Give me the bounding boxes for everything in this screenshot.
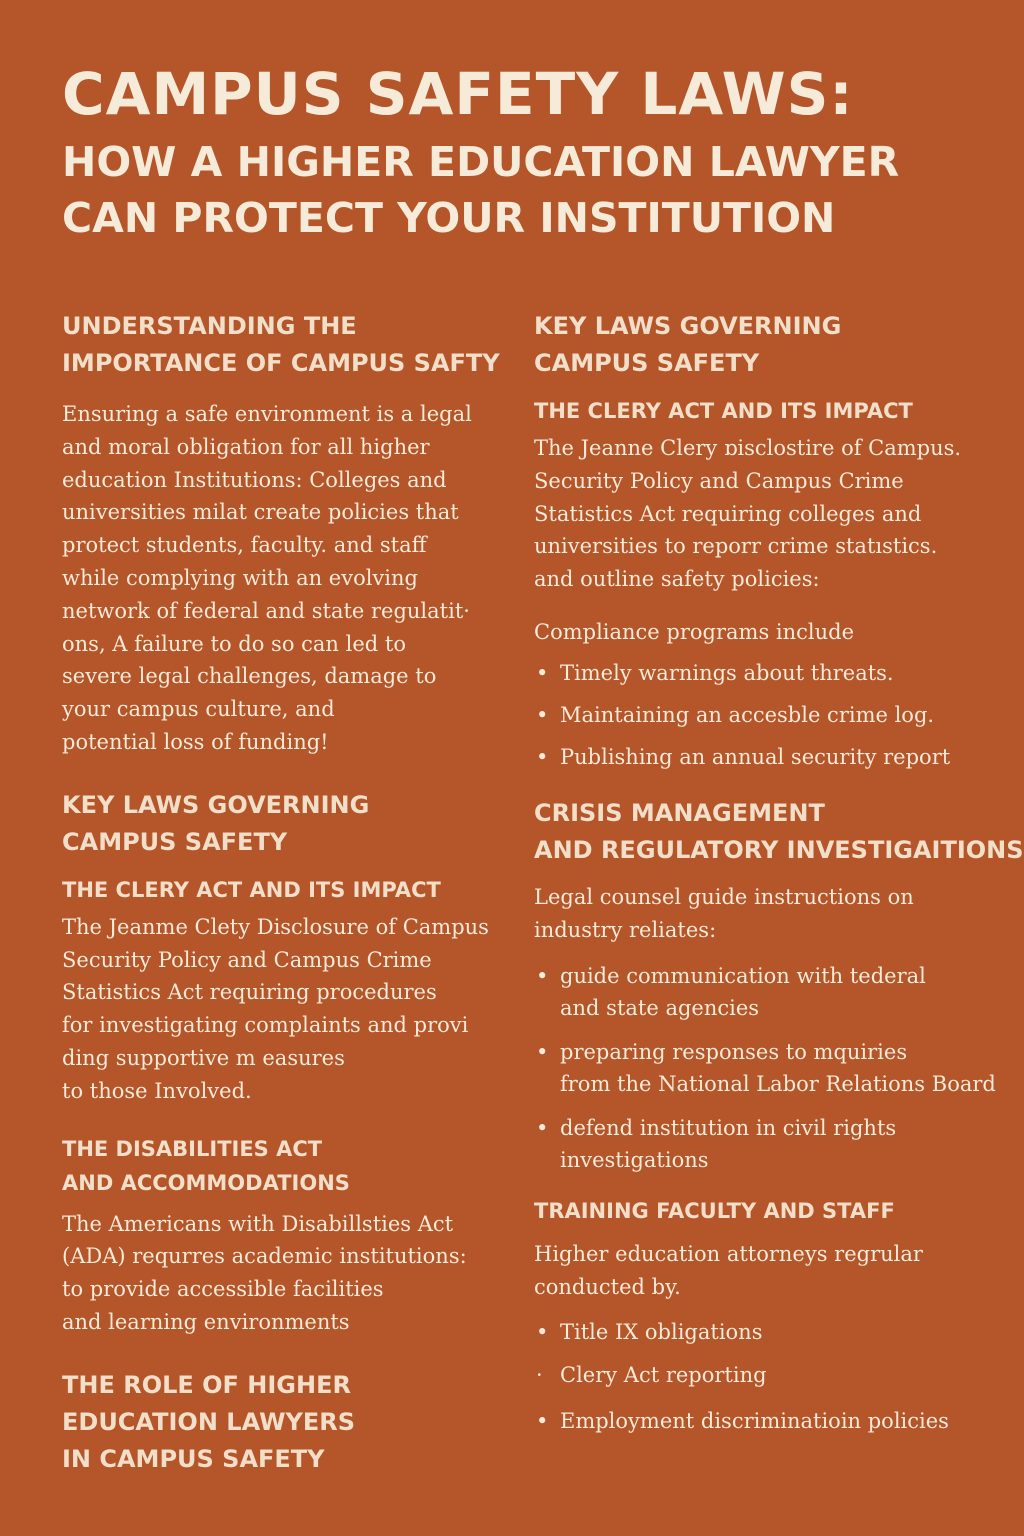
left-column [62,308,512,1478]
section-heading: TRAINING FACULTY AND STAFF [534,1199,895,1224]
list-item [534,1112,1004,1176]
section-body [534,1238,1004,1304]
list-item-text: guide communication with tederal [560,964,926,989]
body-line: Higher education attorneys regrular [534,1242,923,1267]
list-item [534,657,1004,689]
list-item [534,1405,1004,1437]
heading-line: AND REGULATORY INVESTIGAITIONS [534,835,1024,864]
bullet-icon: • [536,1319,549,1344]
bullet-icon: · [536,1362,543,1387]
body-line: (ADA) requrres academic institutions: [62,1244,467,1269]
heading-line: AND ACCOMMODATIONS [62,1170,350,1195]
bullet-icon: • [536,964,549,989]
section-key-laws-right [534,308,1004,773]
body-line: your campus culture, and [62,697,335,722]
list-item-text: Maintaining an accesble crime log. [560,702,935,727]
body-line: industry reliates: [534,917,717,942]
list-item [534,699,1004,731]
body-line: and moral obligation for all higher [62,434,430,459]
body-line: while complying with an evolving [62,565,418,590]
heading-line: KEY LAWS GOVERNING [62,790,370,819]
bullet-icon: • [536,660,549,685]
body-line: Legal counsel guide instructions on [534,884,914,909]
body-line: for investigating complaints and provi [62,1013,469,1038]
section-disabilities-act [62,1132,512,1339]
section-body [62,911,512,1108]
bullet-icon: • [536,1408,549,1433]
section-body [534,432,1004,596]
body-line: education Institutions: Colleges and [62,467,447,492]
title-line-2: HOW A HIGHER EDUCATION LAWYER [62,138,900,186]
section-heading [534,795,1024,869]
body-line: The Americans with Disabillsties Act [62,1211,454,1236]
body-line: to those Involved. [62,1078,252,1103]
heading-line: IN CAMPUS SAFETY [62,1444,325,1473]
body-line: universities milat create policies that [62,500,459,525]
list-item-text: and state agencies [560,996,760,1021]
compliance-intro: Compliance programs include [534,619,855,644]
section-heading [62,1132,512,1200]
section-key-laws [62,787,512,1108]
list-item [534,741,1004,773]
clery-act-subheading: THE CLERY ACT AND ITS IMPACT [534,399,913,423]
list-item-text: Title IX obligations [560,1319,763,1344]
list-item-text: defend institution in civil rights [560,1116,897,1141]
right-column [534,308,1024,1437]
body-line: protect students, faculty. and staff [62,533,427,558]
list-item-text: Employment discriminatioin policies [560,1408,949,1433]
list-item [534,960,1004,1024]
heading-line: CRISIS MANAGEMENT [534,798,825,827]
list-item-text: from the National Labor Relations Board [560,1072,996,1097]
body-line: The Jeanne Clery ɒisclostire of Campus. [534,436,962,460]
bullet-icon: • [536,1040,549,1065]
clery-act-subheading: THE CLERY ACT AND ITS IMPACT [62,877,441,902]
section-crisis-management [534,795,1024,1177]
section-training [534,1194,1004,1437]
body-line: Ensuring a safe environment is a legal [62,402,472,426]
training-list [534,1316,1004,1437]
body-line: ding supportive m easures [62,1045,345,1070]
heading-line: CAMPUS SAFETY [534,349,760,377]
list-item [534,1036,1004,1100]
body-line: Security Policy and Campus Crime [62,947,432,972]
section-importance [62,308,512,759]
bullet-icon: • [536,744,549,769]
body-line: network of federal and state regulatit· [62,598,470,623]
body-line: severe legal challenges, damage to [62,664,437,689]
heading-line: UNDERSTANDING THE [62,312,357,340]
heading-line: EDUCATION LAWYERS [62,1407,356,1436]
body-line: ons, A failure to do so can led to [62,631,406,656]
body-line: The Jeanme Clety Disclosure of Campus [62,914,489,939]
body-line: Statistics Act requiring colleges and [534,501,922,526]
section-body [62,1208,512,1339]
list-item [534,1359,1004,1391]
crisis-list [534,960,1004,1176]
body-line: to provide accessible facilities [62,1277,384,1302]
bullet-icon: • [536,702,549,727]
body-line: and learning environments [62,1309,350,1334]
list-item [534,1316,1004,1348]
list-item-text: Publishing an annual security report [560,744,951,769]
page-title [62,56,992,244]
body-line: potential loss of funding! [62,729,329,754]
title-line-3: CAN PROTECT YOUR INSTITUTION [62,194,836,242]
section-heading [62,787,512,861]
heading-line: IMPORTANCE OF CAMPUS SAFTY [62,349,500,377]
title-line-1: CAMPUS SAFETY LAWS: [62,60,854,128]
heading-line: THE ROLE OF HIGHER [62,1370,351,1399]
heading-line: CAMPUS SAFETY [62,827,288,856]
list-item-text: Timely warnings about threats. [560,660,894,685]
body-line: universities to reporr crime statıstics. [534,534,938,559]
body-line: and outline safety policies: [534,567,820,592]
heading-line: KEY LAWS GOVERNING [534,312,842,340]
list-item-text: investigations [560,1148,709,1173]
list-item-text: Clery Act reporting [560,1362,767,1387]
section-heading [62,1367,512,1478]
section-body [62,398,512,759]
list-item-text: preparing responses to mquiries [560,1040,908,1065]
body-line: Statistics Act requiring procedures [62,980,437,1005]
body-line: Security Policy and Campus Crime [534,468,904,493]
compliance-list [534,657,1004,773]
heading-line: THE DISABILITIES ACT [62,1136,323,1161]
section-body [534,881,1004,947]
section-role-of-lawyers [62,1367,512,1478]
section-heading [534,308,1004,382]
bullet-icon: • [536,1116,549,1141]
body-line: conducted by. [534,1275,681,1300]
section-heading [62,308,512,382]
